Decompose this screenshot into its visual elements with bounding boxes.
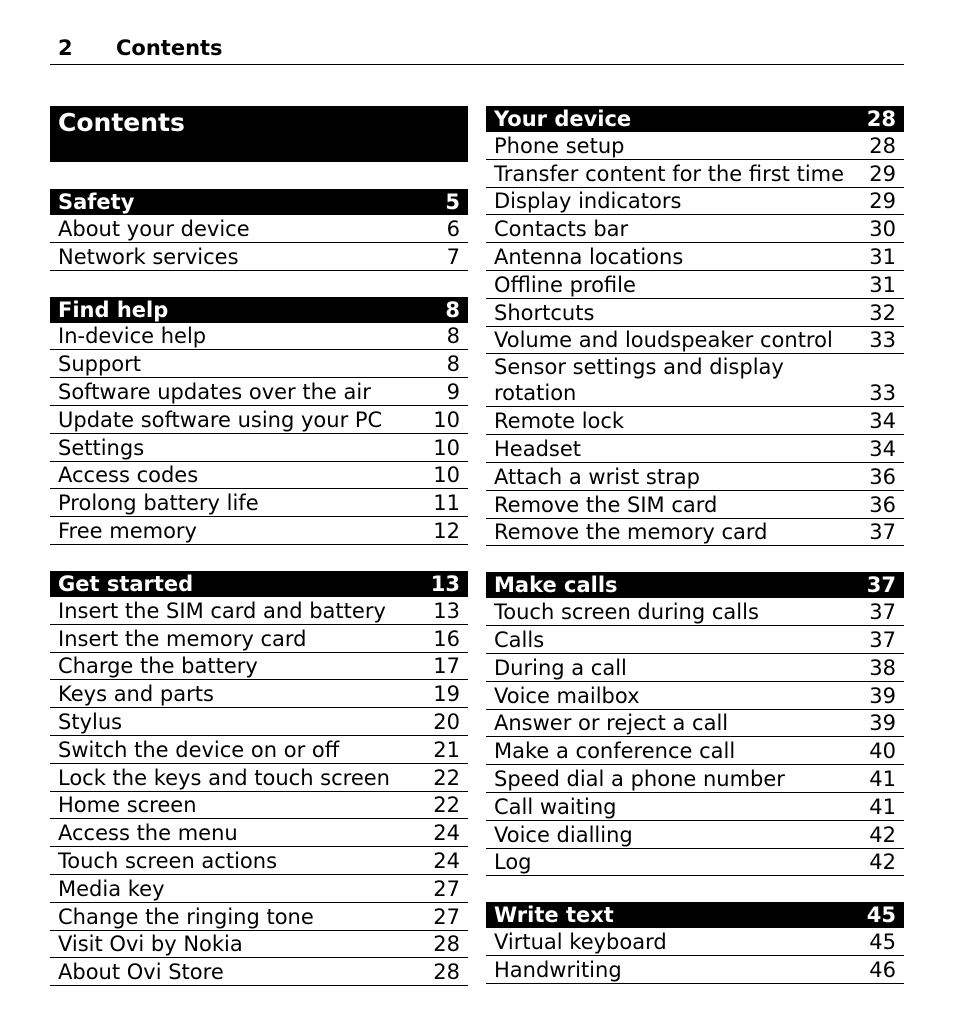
entry-page-number: 41 (869, 794, 896, 819)
toc-entry[interactable] (50, 517, 468, 545)
toc-entry[interactable] (50, 931, 468, 959)
entry-title: Access codes (58, 463, 199, 488)
section-title: Safety (58, 190, 135, 214)
toc-entry[interactable] (486, 463, 904, 491)
entry-title: Settings (58, 435, 145, 460)
toc-entry[interactable] (486, 243, 904, 271)
entry-page-number: 28 (433, 960, 460, 985)
section-heading[interactable] (486, 902, 904, 928)
entry-title: Switch the device on or off (58, 737, 340, 762)
toc-entry[interactable] (50, 764, 468, 792)
toc-entry[interactable] (486, 354, 904, 407)
entry-title: Access the menu (58, 821, 238, 846)
entry-page-number: 37 (869, 627, 896, 652)
entry-title: Prolong battery life (58, 491, 259, 516)
entry-page-number: 28 (869, 133, 896, 158)
entry-page-number: 34 (869, 409, 896, 434)
section-heading[interactable] (50, 571, 468, 597)
entry-page-number: 12 (433, 518, 460, 543)
entry-page-number: 34 (869, 436, 896, 461)
toc-entry[interactable] (50, 625, 468, 653)
toc-entry[interactable] (486, 519, 904, 547)
toc-entry[interactable] (486, 928, 904, 956)
entry-title: Visit Ovi by Nokia (58, 932, 243, 957)
entry-page-number: 8 (446, 352, 460, 377)
entry-page-number: 31 (869, 272, 896, 297)
entry-title: Virtual keyboard (494, 930, 667, 955)
right-toc-sections (486, 106, 904, 984)
section-title: Your device (494, 107, 632, 131)
entry-page-number: 7 (446, 244, 460, 269)
entry-title: During a call (494, 655, 627, 680)
toc-entry[interactable] (50, 434, 468, 462)
section-page-number: 37 (866, 573, 896, 598)
section-page-number: 8 (445, 297, 460, 322)
entry-page-number: 37 (869, 600, 896, 625)
toc-entry[interactable] (50, 323, 468, 351)
toc-entry[interactable] (486, 491, 904, 519)
toc-entry[interactable] (50, 708, 468, 736)
entry-page-number: 10 (433, 463, 460, 488)
entry-page-number: 42 (869, 822, 896, 847)
toc-section (486, 106, 904, 546)
page-header (50, 36, 904, 65)
entry-page-number: 46 (869, 957, 896, 982)
entry-page-number: 39 (869, 683, 896, 708)
entry-title: Stylus (58, 709, 123, 734)
toc-entry[interactable] (486, 188, 904, 216)
entry-title: Keys and parts (58, 682, 214, 707)
toc-entry[interactable] (486, 654, 904, 682)
entry-title: Lock the keys and touch screen (58, 765, 390, 790)
toc-entry[interactable] (50, 680, 468, 708)
entry-title: Touch screen during calls (494, 600, 759, 625)
section-heading[interactable] (50, 189, 468, 215)
entry-title: Log (494, 850, 532, 875)
entry-title: Remove the SIM card (494, 492, 718, 517)
entry-page-number: 9 (446, 379, 460, 404)
entry-title: Speed dial a phone number (494, 766, 785, 791)
toc-section (50, 297, 468, 545)
toc-entry[interactable] (50, 462, 468, 490)
entry-page-number: 22 (433, 765, 460, 790)
toc-entry[interactable] (486, 821, 904, 849)
entry-title: Make a conference call (494, 739, 736, 764)
entry-title: Shortcuts (494, 300, 595, 325)
entry-page-number: 24 (433, 848, 460, 873)
left-toc-sections (50, 189, 468, 986)
toc-section (486, 902, 904, 984)
entry-page-number: 38 (869, 655, 896, 680)
entry-title: Remote lock (494, 409, 625, 434)
entry-page-number: 22 (433, 793, 460, 818)
toc-entry[interactable] (50, 350, 468, 378)
entry-title: Touch screen actions (58, 848, 278, 873)
toc-entry[interactable] (486, 407, 904, 435)
entry-title: Change the ringing tone (58, 904, 314, 929)
toc-entry[interactable] (50, 958, 468, 986)
section-heading[interactable] (486, 106, 904, 132)
entry-title: Network services (58, 244, 239, 269)
toc-entry[interactable] (50, 903, 468, 931)
entry-page-number: 27 (433, 904, 460, 929)
entry-page-number: 40 (869, 739, 896, 764)
section-title: Find help (58, 297, 169, 322)
toc-entry[interactable] (486, 793, 904, 821)
entry-page-number: 30 (869, 217, 896, 242)
toc-entry[interactable] (486, 737, 904, 765)
entry-page-number: 16 (433, 626, 460, 651)
entry-title: Insert the memory card (58, 626, 307, 651)
entry-title: Free memory (58, 518, 197, 543)
toc-section (50, 189, 468, 271)
entry-page-number: 24 (433, 821, 460, 846)
entry-page-number: 37 (869, 520, 896, 545)
entry-title: Antenna locations (494, 244, 684, 269)
entry-title: Insert the SIM card and battery (58, 598, 386, 623)
toc-entry[interactable] (50, 597, 468, 625)
right-column (486, 106, 904, 1010)
toc-entry[interactable] (486, 682, 904, 710)
section-page-number: 5 (445, 190, 460, 214)
toc-entry[interactable] (486, 956, 904, 984)
toc-entry[interactable] (50, 378, 468, 406)
entry-page-number: 20 (433, 709, 460, 734)
entry-title: Offline profile (494, 272, 636, 297)
toc-entry[interactable] (50, 243, 468, 271)
toc-entry[interactable] (50, 847, 468, 875)
entry-title: Calls (494, 627, 545, 652)
entry-title: Update software using your PC (58, 407, 383, 432)
section-title: Get started (58, 571, 194, 596)
entry-title: Sensor settings and display rotation (494, 355, 784, 406)
toc-entry[interactable] (50, 792, 468, 820)
toc-entry[interactable] (50, 819, 468, 847)
entry-title: Phone setup (494, 133, 625, 158)
entry-page-number: 42 (869, 850, 896, 875)
toc-entry[interactable] (50, 489, 468, 517)
toc-entry[interactable] (486, 160, 904, 188)
contents-title: Contents (50, 106, 468, 162)
entry-page-number: 36 (869, 492, 896, 517)
entry-page-number: 32 (869, 300, 896, 325)
toc-entry[interactable] (486, 132, 904, 160)
page-number: 2 (58, 36, 73, 60)
left-column (50, 106, 468, 1012)
entry-title: Answer or reject a call (494, 711, 729, 736)
entry-page-number: 19 (433, 682, 460, 707)
entry-title: About your device (58, 216, 250, 241)
entry-page-number: 11 (433, 491, 460, 516)
section-page-number: 28 (866, 107, 896, 131)
entry-title: Charge the battery (58, 654, 258, 679)
section-heading[interactable] (486, 572, 904, 598)
entry-page-number: 29 (869, 161, 896, 186)
toc-entry[interactable] (486, 765, 904, 793)
toc-entry[interactable] (486, 215, 904, 243)
entry-title: Handwriting (494, 957, 622, 982)
entry-title: About Ovi Store (58, 960, 224, 985)
entry-page-number: 17 (433, 654, 460, 679)
entry-page-number: 31 (869, 244, 896, 269)
section-page-number: 45 (866, 903, 896, 928)
toc-entry[interactable] (486, 710, 904, 738)
entry-title: In-device help (58, 324, 207, 349)
entry-page-number: 21 (433, 737, 460, 762)
entry-page-number: 28 (433, 932, 460, 957)
toc-entry[interactable] (50, 653, 468, 681)
entry-title: Attach a wrist strap (494, 464, 700, 489)
entry-page-number: 10 (433, 435, 460, 460)
entry-title: Voice mailbox (494, 683, 640, 708)
entry-title: Remove the memory card (494, 520, 768, 545)
toc-entry[interactable] (486, 598, 904, 626)
entry-title: Display indicators (494, 189, 682, 214)
entry-title: Support (58, 352, 142, 377)
section-title: Write text (494, 903, 614, 928)
entry-page-number: 36 (869, 464, 896, 489)
toc-entry[interactable] (486, 327, 904, 355)
entry-title: Volume and loudspeaker control (494, 328, 833, 353)
toc-entry[interactable] (486, 849, 904, 877)
entry-title: Software updates over the air (58, 379, 371, 404)
entry-title: Contacts bar (494, 217, 629, 242)
toc-entry[interactable] (486, 626, 904, 654)
entry-title: Call waiting (494, 794, 617, 819)
toc-entry[interactable] (50, 215, 468, 243)
entry-page-number: 8 (446, 324, 460, 349)
entry-page-number: 13 (433, 598, 460, 623)
entry-page-number: 10 (433, 407, 460, 432)
toc-entry[interactable] (50, 875, 468, 903)
entry-page-number: 33 (869, 328, 896, 353)
section-title: Make calls (494, 573, 618, 598)
running-title: Contents (116, 36, 223, 60)
entry-page-number: 45 (869, 930, 896, 955)
toc-entry[interactable] (486, 271, 904, 299)
section-page-number: 13 (430, 571, 460, 596)
entry-page-number: 27 (433, 876, 460, 901)
entry-title: Voice dialling (494, 822, 633, 847)
entry-title: Headset (494, 436, 582, 461)
toc-entry[interactable] (486, 299, 904, 327)
toc-entry[interactable] (50, 736, 468, 764)
toc-entry[interactable] (50, 406, 468, 434)
toc-entry[interactable] (486, 435, 904, 463)
entry-page-number: 6 (446, 216, 460, 241)
entry-page-number: 39 (869, 711, 896, 736)
entry-page-number: 29 (869, 189, 896, 214)
toc-section (50, 571, 468, 986)
toc-section (486, 572, 904, 876)
entry-page-number: 41 (869, 766, 896, 791)
section-heading[interactable] (50, 297, 468, 323)
entry-title: Home screen (58, 793, 197, 818)
entry-page-number: 33 (869, 381, 896, 406)
entry-title: Transfer content for the first time (494, 161, 845, 186)
entry-title: Media key (58, 876, 165, 901)
